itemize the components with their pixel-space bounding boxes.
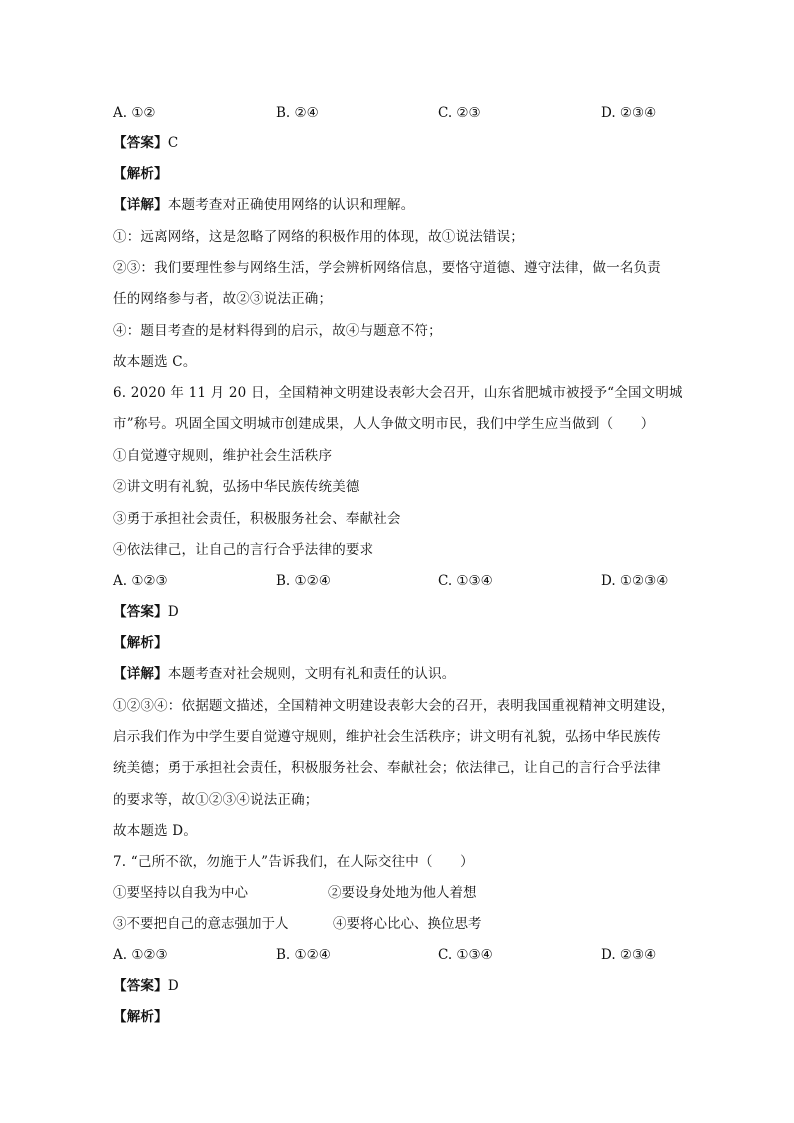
detail-text: 本题考查对社会规则，文明有礼和责任的认识。 bbox=[167, 666, 456, 682]
q6-stem-line: 市”称号。巩固全国文明城市创建成果，人人争做文明市民，我们中学生应当做到（ ） bbox=[113, 416, 655, 432]
q7-option-c: C. ①③④ bbox=[438, 947, 493, 963]
q6-option-b: B. ①②④ bbox=[276, 573, 331, 589]
q7-item-3: ③不要把自己的意志强加于人 bbox=[113, 916, 289, 932]
answer-value: D bbox=[167, 978, 179, 994]
q6-option-d: D. ①②③④ bbox=[601, 573, 669, 589]
q6-explanation-line: ①②③④：依据题文描述，全国精神文明建设表彰大会的召开，表明我国重视精神文明建设， bbox=[113, 698, 675, 714]
q6-stem-line: 6. 2020 年 11 月 20 日，全国精神文明建设表彰大会召开，山东省肥城市被授予“全国文明城 bbox=[113, 385, 683, 401]
answer-label: 【答案】 bbox=[113, 978, 168, 994]
q7-analysis-label: 【解析】 bbox=[113, 1009, 168, 1025]
q6-explanation-line: 统美德；勇于承担社会责任，积极服务社会、奉献社会；依法律己，让自己的言行合乎法律 bbox=[113, 760, 661, 776]
q7-stem: 7. “己所不欲，勿施于人”告诉我们，在人际交往中（ ） bbox=[113, 854, 474, 870]
q5-explanation-line: 任的网络参与者，故②③说法正确； bbox=[113, 291, 333, 307]
q5-analysis-label: 【解析】 bbox=[113, 166, 168, 182]
q7-item-4: ④要将心比心、换位思考 bbox=[333, 916, 482, 932]
answer-value: C bbox=[167, 135, 179, 151]
q6-explanation-line: 的要求等，故①②③④说法正确； bbox=[113, 792, 319, 808]
q5-explanation-line: ①：远离网络，这是忽略了网络的积极作用的体现，故①说法错误； bbox=[113, 229, 524, 245]
q6-explanation-line: 启示我们作为中学生要自觉遵守规则，维护社会生活秩序；讲文明有礼貌，弘扬中华民族传 bbox=[113, 729, 661, 745]
q5-explanation-line: ④：题目考查的是材料得到的启示，故④与题意不符； bbox=[113, 323, 442, 339]
q5-option-c: C. ②③ bbox=[438, 105, 481, 121]
q5-option-a: A. ①② bbox=[113, 105, 156, 121]
q6-option-a: A. ①②③ bbox=[113, 573, 168, 589]
q6-conclusion: 故本题选 D。 bbox=[113, 823, 198, 839]
q6-option-c: C. ①③④ bbox=[438, 573, 493, 589]
q5-explanation-line: ②③：我们要理性参与网络生活，学会辨析网络信息，要恪守道德、遵守法律，做一名负责 bbox=[113, 260, 661, 276]
q6-detail bbox=[113, 664, 456, 684]
q6-answer bbox=[113, 602, 179, 622]
q6-analysis-label: 【解析】 bbox=[113, 635, 168, 651]
q6-item-1: ①自觉遵守规则，维护社会生活秩序 bbox=[113, 448, 333, 464]
q5-option-b: B. ②④ bbox=[276, 105, 319, 121]
q7-option-a: A. ①②③ bbox=[113, 947, 168, 963]
q6-item-4: ④依法律己，让自己的言行合乎法律的要求 bbox=[113, 542, 374, 558]
q5-answer bbox=[113, 133, 178, 153]
q5-conclusion: 故本题选 C。 bbox=[113, 354, 197, 370]
answer-label: 【答案】 bbox=[113, 604, 168, 620]
detail-label: 【详解】 bbox=[113, 666, 168, 682]
answer-value: D bbox=[167, 604, 179, 620]
q7-item-1: ①要坚持以自我为中心 bbox=[113, 885, 248, 901]
q7-option-b: B. ①②④ bbox=[276, 947, 331, 963]
q7-answer bbox=[113, 976, 179, 996]
q7-option-d: D. ②③④ bbox=[601, 947, 657, 963]
detail-label: 【详解】 bbox=[113, 197, 168, 213]
q6-item-2: ②讲文明有礼貌，弘扬中华民族传统美德 bbox=[113, 479, 360, 495]
q5-detail bbox=[113, 195, 414, 215]
q6-item-3: ③勇于承担社会责任，积极服务社会、奉献社会 bbox=[113, 511, 401, 527]
q7-item-2: ②要设身处地为他人着想 bbox=[328, 885, 477, 901]
q5-option-d: D. ②③④ bbox=[601, 105, 657, 121]
detail-text: 本题考查对正确使用网络的认识和理解。 bbox=[167, 197, 415, 213]
answer-label: 【答案】 bbox=[113, 135, 168, 151]
